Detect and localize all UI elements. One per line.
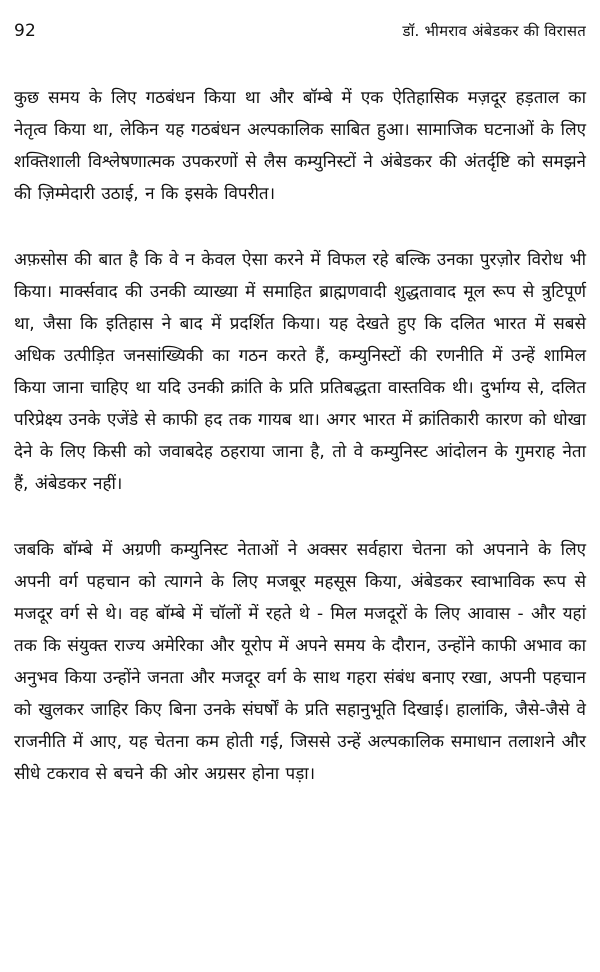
book-title: डॉ. भीमराव अंबेडकर की विरासत bbox=[402, 22, 586, 40]
page-body bbox=[14, 82, 586, 964]
body-paragraph-3: जबकि बॉम्बे में अग्रणी कम्युनिस्ट नेताओं ने अक्सर सर्वहारा चेतना को अपनाने के लिए अपनी वर्ग पहचान को त्यागने के लिए मजबूर महसूस किया, अंबेडकर स्वाभाविक रूप से मजदूर वर्ग से थे। वह बॉम्बे में चॉलों में रहते थे - मिल मजदूरों के लिए आवास - और यहां तक कि संयुक्त राज्य अमेरिका और यूरोप में अपने समय के दौरान, उन्होंने काफी अभाव का अनुभव किया उन्होंने जनता और मजदूर वर्ग के साथ गहरा संबंध बनाए रखा, अपनी पहचान को खुलकर जाहिर किए बिना उनके संघर्षों के प्रति सहानुभूति दिखाई। हालांकि, जैसे-जैसे वे राजनीति में आए, यह चेतना कम होती गई, जिससे उन्हें अल्पकालिक समाधान तलाशने और सीधे टकराव से बचने की ओर अग्रसर होना पड़ा। bbox=[14, 540, 586, 784]
page-number: 92 bbox=[14, 21, 37, 41]
running-header bbox=[14, 16, 586, 46]
body-paragraph-2: अफ़सोस की बात है कि वे न केवल ऐसा करने में विफल रहे बल्कि उनका पुरज़ोर विरोध भी किया। मार्क्सवाद की उनकी व्याख्या में समाहित ब्राह्मणवादी शुद्धतावाद मूल रूप से त्रुटिपूर्ण था, जैसा कि इतिहास ने बाद में प्रदर्शित किया। यह देखते हुए कि दलित भारत में सबसे अधिक उत्पीड़ित जनसांख्यिकी का गठन करते हैं, कम्युनिस्टों की रणनीति में उन्हें शामिल किया जाना चाहिए था यदि उनकी क्रांति के प्रति प्रतिबद्धता वास्तविक थी। दुर्भाग्य से, दलित परिप्रेक्ष्य उनके एजेंडे से काफी हद तक गायब था। अगर भारत में क्रांतिकारी कारण को धोखा देने के लिए किसी को जवाबदेह ठहराया जाना है, तो वे कम्युनिस्ट आंदोलन के गुमराह नेता हैं, अंबेडकर नहीं। bbox=[14, 250, 586, 494]
body-paragraph-1: कुछ समय के लिए गठबंधन किया था और बॉम्बे में एक ऐतिहासिक मज़दूर हड़ताल का नेतृत्व किया था, लेकिन यह गठबंधन अल्पकालिक साबित हुआ। सामाजिक घटनाओं के लिए शक्तिशाली विश्लेषणात्मक उपकरणों से लैस कम्युनिस्टों ने अंबेडकर की अंतर्दृष्टि को समझने की ज़िम्मेदारी उठाई, न कि इसके विपरीत। bbox=[14, 88, 586, 204]
